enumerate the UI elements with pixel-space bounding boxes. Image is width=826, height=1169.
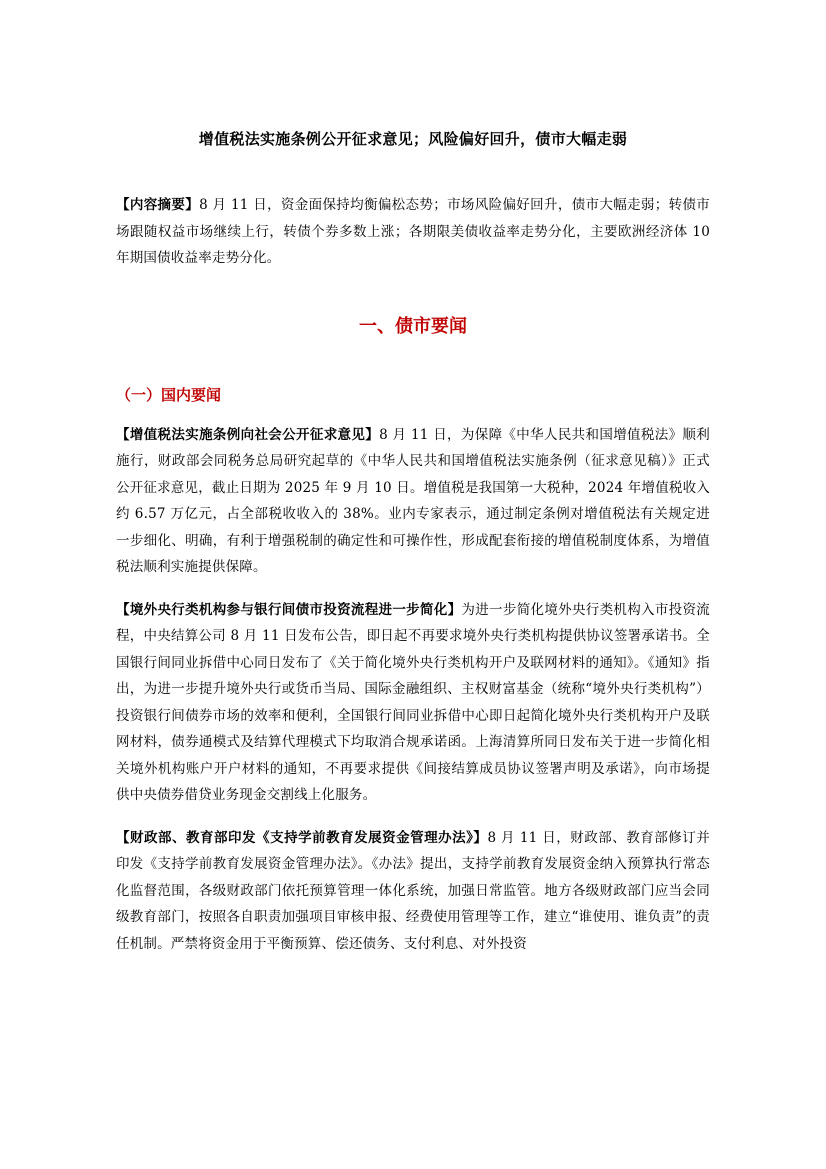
summary-text: 8 月 11 日，资金面保持均衡偏松态势；市场风险偏好回升，债市大幅走弱；转债市场跟随权益市场继续上行，转债个券多数上涨；各期限美债收益率走势分化，主要欧洲经济体 10 年期国债收益率走势分化。	[116, 197, 711, 266]
news-body: 为进一步简化境外央行类机构入市投资流程，中央结算公司 8 月 11 日发布公告，即日起不再要求境外央行类机构提供协议签署承诺书。全国银行间同业拆借中心同日发布了《关于简化境外央行类机构开户及联网材料的通知》。《通知》指出，为进一步提升境外央行或货币当局、国际金融组织、主权财富基金（统称“境外央行类机构”）投资银行间债券市场的效率和便利，全国银行间同业拆借中心即日起简化境外央行类机构开户及联网材料，债券通模式及结算代理模式下均取消合规承诺函。上海清算所同日发布关于进一步简化相关境外机构账户开户材料的通知，不再要求提供《间接结算成员协议签署声明及承诺》，向市场提供中央债券借贷业务现金交割线上化服务。	[116, 601, 711, 803]
subsection-title: （一）国内要闻	[116, 385, 222, 404]
document-title: 增值税法实施条例公开征求意见；风险偏好回升，债市大幅走弱	[198, 130, 628, 148]
news-body: 8 月 11 日，财政部、教育部修订并印发《支持学前教育发展资金管理办法》。《办法》提出，支持学前教育发展资金纳入预算执行常态化监督范围，各级财政部门依托预算管理一体化系统，加强日常监管。地方各级财政部门应当会同级教育部门，按照各自职责加强项目审核申报、经费使用管理等工作，建立“谁使用、谁负责”的责任机制。严禁将资金用于平衡预算、偿还债务、支付利息、对外投资	[116, 829, 710, 952]
news-item-vat-regulation	[116, 422, 710, 581]
section-title: 一、债市要闻	[359, 315, 467, 337]
news-body: 8 月 11 日，为保障《中华人民共和国增值税法》顺利施行，财政部会同税务总局研究起草的《中华人民共和国增值税法实施条例（征求意见稿）》正式公开征求意见，截止日期为 2025 年 9 月 10 日。增值税是我国第一大税种，2024 年增值税收入约 6.57 万亿元，占全部税收收入的 38%。业内专家表示，通过制定条例对增值税法有关规定进一步细化、明确，有利于增强税制的确定性和可操作性，形成配套衔接的增值税制度体系，为增值税法顺利实施提供保障。	[116, 426, 710, 575]
summary-tag: 【内容摘要】	[116, 197, 200, 213]
news-headline: 【财政部、教育部印发《支持学前教育发展资金管理办法》】	[116, 829, 488, 846]
news-headline: 【增值税法实施条例向社会公开征求意见】	[116, 426, 380, 443]
news-item-preschool-funding	[116, 825, 710, 958]
news-headline: 【境外央行类机构参与银行间债市投资流程进一步简化】	[116, 601, 462, 618]
news-item-central-bank-institutions	[116, 597, 710, 809]
document-body	[116, 118, 710, 973]
content-summary	[116, 192, 710, 272]
